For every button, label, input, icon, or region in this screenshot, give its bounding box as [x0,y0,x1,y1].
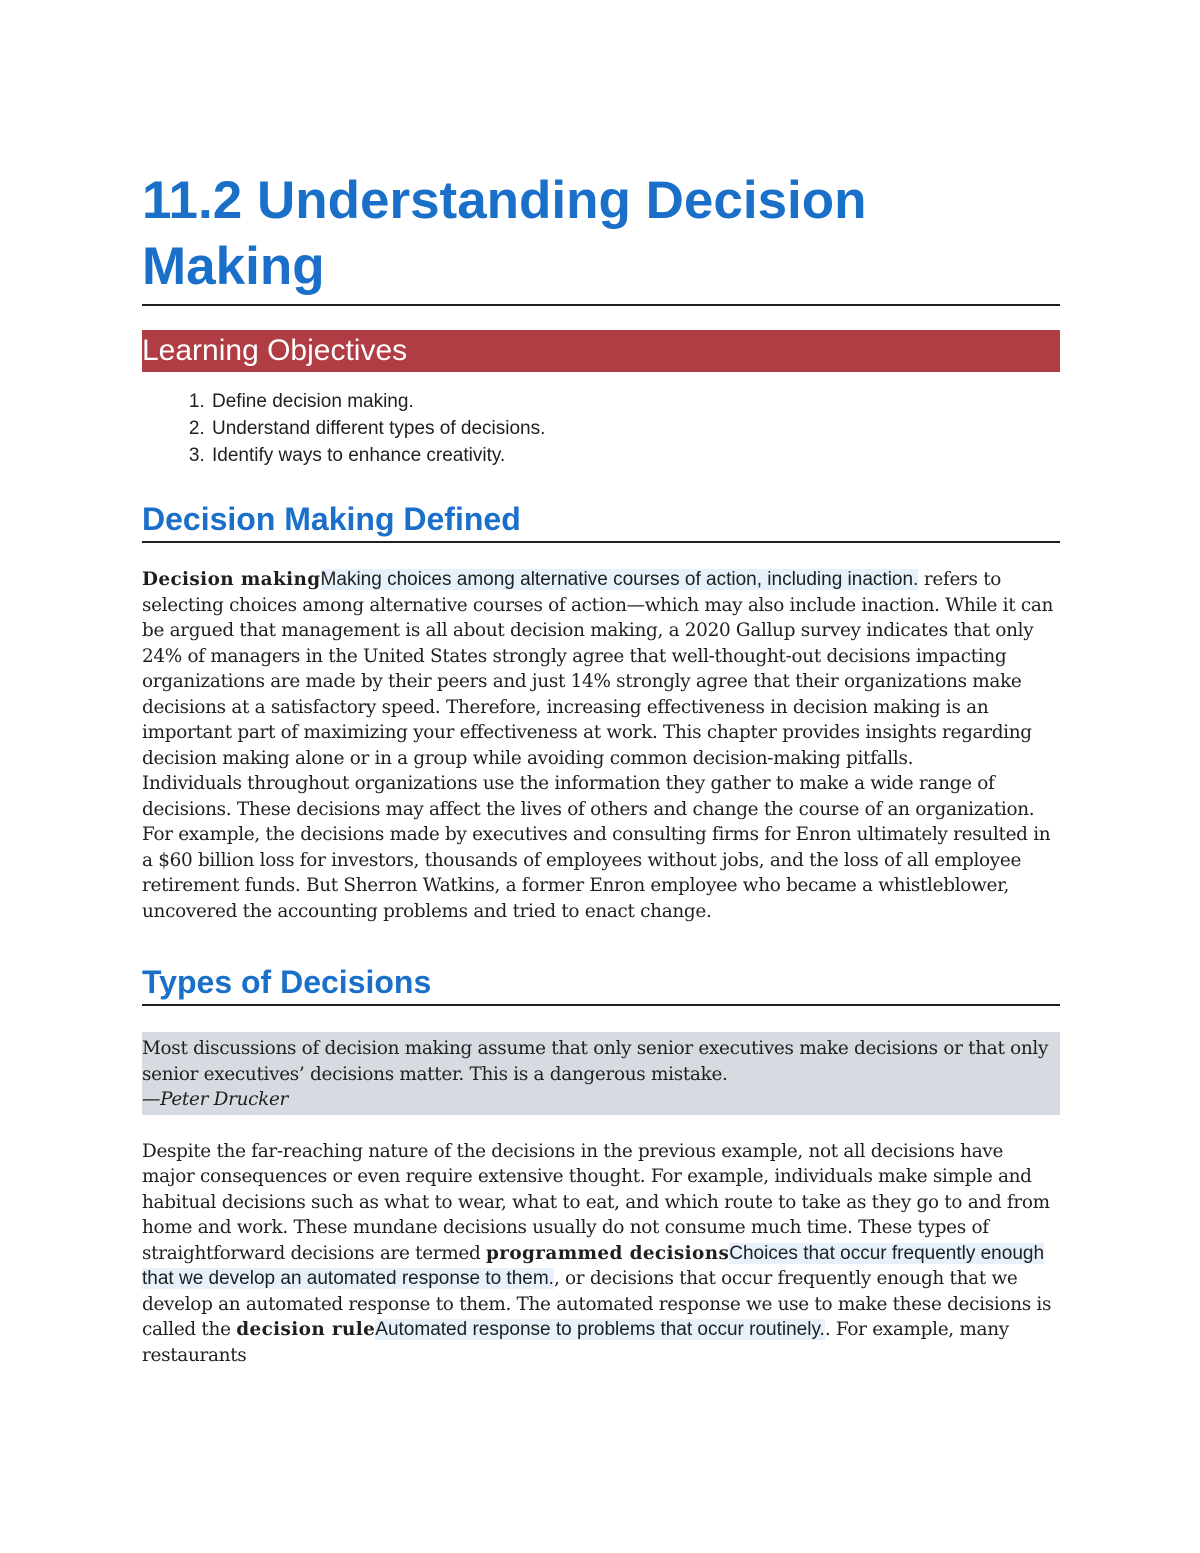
quote-author: —Peter Drucker [142,1089,289,1110]
list-item: 3. Identify ways to enhance creativity. [210,442,1060,469]
document-page [142,168,1060,1368]
term-programmed-decisions: programmed decisions [486,1242,730,1264]
paragraph-text: , or decisions that occur frequently enough that we develop an automated response to them. The automated response we use to make these decisions is called the [142,1268,1052,1340]
glossary-definition: Making choices among alternative courses of action, including inaction. [320,569,919,590]
list-item: 2. Understand different types of decisions. [210,415,1060,442]
paragraph-text: refers to selecting choices among alternative courses of action—which may also include inaction. While it can be argued that management is all about decision making, a 2020 Gallup survey indicates that only 24% of managers in the United States strongly agree that well-thought-out decisions impacting organizations are made by their peers and just 14% strongly agree that their organizations make decisions at a satisfactory speed. Therefore, increasing effectiveness in decision making is an important part of maximizing your effectiveness at work. This chapter provides insights regarding decision making alone or in a group while avoiding common decision-making pitfalls. [142,569,1054,769]
section-heading-types-of-decisions: Types of Decisions [142,962,1060,1006]
glossary-definition: Choices that occur frequently enough that we develop an automated response to them. [142,1242,1045,1289]
glossary-definition: Automated response to problems that occur routinely. [375,1319,825,1340]
paragraph-definition [142,567,1060,771]
epigraph-quote [142,1032,1060,1115]
paragraph-types [142,1139,1060,1369]
paragraph-enron: Individuals throughout organizations use the information they gather to make a wide range of decisions. These decisions may affect the lives of others and change the course of an organization. For example, the decisions made by executives and consulting firms for Enron ultimately resulted in a $60 billion loss for investors, thousands of employees without jobs, and the loss of all employee retirement funds. But Sherron Watkins, a former Enron employee who became a whistleblower, uncovered the accounting problems and tried to enact change. [142,773,1051,922]
page-title: 11.2 Understanding Decision Making [142,168,1060,306]
learning-objectives-list [142,388,1060,469]
term-decision-rule: decision rule [236,1319,376,1340]
paragraph-text: Despite the far-reaching nature of the decisions in the previous example, not all decisions have major consequences or even require extensive thought. For example, individuals make simple and habitual decisions such as what to wear, what to eat, and which route to take as they go to and from home and work. These mundane decisions usually do not consume much time. These types of straightforward decisions are termed [142,1140,1050,1264]
list-item: 1. Define decision making. [210,388,1060,415]
learning-objectives-heading: Learning Objectives [142,330,1060,372]
section-heading-decision-making-defined: Decision Making Defined [142,499,1060,543]
term-decision-making: Decision making [142,569,321,590]
paragraph-text: . For example, many restaurants [142,1319,1009,1366]
quote-text: Most discussions of decision making assume that only senior executives make decisions or that only senior executives’ decisions matter. This is a dangerous mistake. [142,1038,1049,1085]
